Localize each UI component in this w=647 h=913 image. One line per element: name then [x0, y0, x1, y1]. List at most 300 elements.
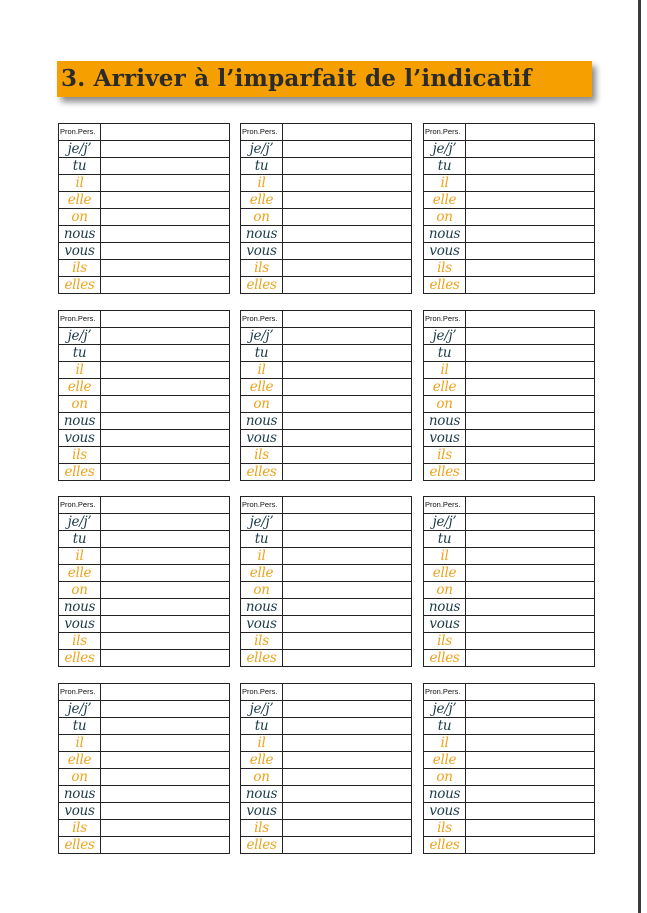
table-header-row [424, 497, 595, 514]
pronoun-label: tu [254, 345, 269, 361]
pronoun-cell [241, 718, 283, 735]
table-row [59, 158, 230, 175]
answer-cell[interactable] [283, 633, 412, 650]
answer-cell[interactable] [283, 769, 412, 786]
answer-cell[interactable] [283, 226, 412, 243]
pronoun-label: nous [245, 226, 278, 242]
answer-cell[interactable] [101, 396, 230, 413]
table-row [241, 277, 412, 294]
answer-cell[interactable] [466, 599, 595, 616]
header-cell [59, 684, 101, 701]
answer-cell[interactable] [101, 464, 230, 481]
header-blank-cell[interactable] [466, 124, 595, 141]
table-row [59, 345, 230, 362]
table-row [241, 413, 412, 430]
answer-cell[interactable] [283, 616, 412, 633]
answer-cell[interactable] [283, 837, 412, 854]
header-blank-cell[interactable] [101, 497, 230, 514]
pronoun-cell [59, 769, 101, 786]
pronoun-cell [424, 430, 466, 447]
answer-cell[interactable] [101, 752, 230, 769]
header-blank-cell[interactable] [101, 684, 230, 701]
pronoun-cell [241, 616, 283, 633]
answer-cell[interactable] [466, 345, 595, 362]
answer-cell[interactable] [283, 277, 412, 294]
pronoun-label: on [71, 769, 88, 785]
header-label: Pron.Pers. [60, 687, 96, 696]
pronoun-cell [424, 192, 466, 209]
pronoun-cell [424, 175, 466, 192]
answer-cell[interactable] [466, 531, 595, 548]
answer-cell[interactable] [101, 362, 230, 379]
pronoun-cell [241, 599, 283, 616]
pronoun-cell [59, 345, 101, 362]
table-header-row [241, 124, 412, 141]
answer-cell[interactable] [466, 565, 595, 582]
pronoun-cell [59, 175, 101, 192]
table-row [424, 345, 595, 362]
table-row [424, 430, 595, 447]
answer-cell[interactable] [101, 447, 230, 464]
answer-cell[interactable] [101, 260, 230, 277]
answer-cell[interactable] [101, 531, 230, 548]
answer-cell[interactable] [283, 362, 412, 379]
answer-cell[interactable] [101, 243, 230, 260]
answer-cell[interactable] [283, 599, 412, 616]
pronoun-label: je/j’ [432, 514, 457, 530]
answer-cell[interactable] [466, 277, 595, 294]
answer-cell[interactable] [101, 599, 230, 616]
answer-cell[interactable] [466, 735, 595, 752]
conjugation-table [58, 496, 230, 667]
pronoun-cell [424, 752, 466, 769]
title-banner [57, 61, 592, 97]
pronoun-label: je/j’ [432, 328, 457, 344]
answer-cell[interactable] [466, 413, 595, 430]
table-row [241, 531, 412, 548]
pronoun-label: vous [64, 803, 95, 819]
answer-cell[interactable] [101, 175, 230, 192]
table-row [241, 209, 412, 226]
table-row [59, 260, 230, 277]
pronoun-cell [59, 514, 101, 531]
answer-cell[interactable] [466, 192, 595, 209]
answer-cell[interactable] [466, 243, 595, 260]
answer-cell[interactable] [466, 379, 595, 396]
header-label: Pron.Pers. [242, 314, 278, 323]
table-row [424, 158, 595, 175]
pronoun-label: il [75, 175, 84, 191]
pronoun-cell [241, 786, 283, 803]
table-row [59, 565, 230, 582]
pronoun-cell [241, 565, 283, 582]
pronoun-label: ils [254, 260, 269, 276]
table-header-row [59, 124, 230, 141]
pronoun-label: nous [63, 786, 96, 802]
table-row [424, 396, 595, 413]
table-row [241, 362, 412, 379]
answer-cell[interactable] [283, 413, 412, 430]
answer-cell[interactable] [101, 514, 230, 531]
table-row [241, 565, 412, 582]
pronoun-label: tu [254, 158, 269, 174]
pronoun-label: ils [437, 633, 452, 649]
answer-cell[interactable] [101, 803, 230, 820]
header-blank-cell[interactable] [101, 311, 230, 328]
answer-cell[interactable] [283, 531, 412, 548]
answer-cell[interactable] [466, 582, 595, 599]
pronoun-label: il [75, 362, 84, 378]
table-row [424, 192, 595, 209]
conjugation-table [240, 496, 412, 667]
answer-cell[interactable] [101, 565, 230, 582]
answer-cell[interactable] [101, 192, 230, 209]
header-cell [241, 497, 283, 514]
pronoun-label: je/j’ [249, 141, 274, 157]
answer-cell[interactable] [466, 514, 595, 531]
pronoun-label: elle [432, 192, 457, 208]
table-row [241, 328, 412, 345]
answer-cell[interactable] [101, 345, 230, 362]
pronoun-label: je/j’ [432, 141, 457, 157]
answer-cell[interactable] [466, 650, 595, 667]
pronoun-label: je/j’ [432, 701, 457, 717]
table-row [424, 413, 595, 430]
table-row [241, 514, 412, 531]
pronoun-cell [424, 362, 466, 379]
pronoun-cell [424, 464, 466, 481]
answer-cell[interactable] [283, 582, 412, 599]
table-row [241, 735, 412, 752]
pronoun-cell [424, 514, 466, 531]
pronoun-cell [59, 582, 101, 599]
pronoun-label: il [440, 175, 449, 191]
table-row [241, 650, 412, 667]
table-row [59, 328, 230, 345]
table-row [424, 260, 595, 277]
table-row [59, 514, 230, 531]
header-blank-cell[interactable] [466, 497, 595, 514]
answer-cell[interactable] [101, 158, 230, 175]
pronoun-label: nous [428, 226, 461, 242]
answer-cell[interactable] [101, 413, 230, 430]
table-header-row [59, 684, 230, 701]
header-cell [241, 124, 283, 141]
table-row [424, 701, 595, 718]
pronoun-cell [241, 413, 283, 430]
header-label: Pron.Pers. [60, 127, 96, 136]
answer-cell[interactable] [466, 209, 595, 226]
table-header-row [59, 497, 230, 514]
answer-cell[interactable] [466, 769, 595, 786]
answer-cell[interactable] [101, 141, 230, 158]
pronoun-label: je/j’ [67, 514, 92, 530]
pronoun-label: on [436, 582, 453, 598]
answer-cell[interactable] [283, 175, 412, 192]
pronoun-label: elles [429, 650, 460, 666]
answer-cell[interactable] [283, 260, 412, 277]
header-cell [241, 311, 283, 328]
pronoun-cell [424, 345, 466, 362]
pronoun-label: on [436, 209, 453, 225]
pronoun-cell [59, 260, 101, 277]
table-row [59, 582, 230, 599]
answer-cell[interactable] [283, 430, 412, 447]
answer-cell[interactable] [466, 158, 595, 175]
answer-cell[interactable] [101, 633, 230, 650]
answer-cell[interactable] [101, 209, 230, 226]
answer-cell[interactable] [101, 786, 230, 803]
pronoun-cell [59, 413, 101, 430]
table-row [59, 277, 230, 294]
answer-cell[interactable] [466, 752, 595, 769]
table-header-row [59, 311, 230, 328]
header-label: Pron.Pers. [425, 500, 461, 509]
table-row [59, 209, 230, 226]
pronoun-cell [241, 735, 283, 752]
header-label: Pron.Pers. [425, 314, 461, 323]
answer-cell[interactable] [283, 243, 412, 260]
pronoun-label: on [253, 209, 270, 225]
answer-cell[interactable] [101, 616, 230, 633]
table-row [241, 175, 412, 192]
answer-cell[interactable] [283, 209, 412, 226]
table-row [59, 226, 230, 243]
pronoun-label: vous [246, 616, 277, 632]
pronoun-label: elles [429, 277, 460, 293]
answer-cell[interactable] [101, 650, 230, 667]
answer-cell[interactable] [466, 803, 595, 820]
answer-cell[interactable] [101, 430, 230, 447]
answer-cell[interactable] [466, 362, 595, 379]
answer-cell[interactable] [466, 141, 595, 158]
answer-cell[interactable] [466, 548, 595, 565]
table-row [424, 718, 595, 735]
answer-cell[interactable] [283, 718, 412, 735]
pronoun-label: elles [246, 464, 277, 480]
pronoun-cell [59, 379, 101, 396]
answer-cell[interactable] [283, 752, 412, 769]
header-cell [241, 684, 283, 701]
answer-cell[interactable] [283, 514, 412, 531]
table-row [59, 243, 230, 260]
answer-cell[interactable] [101, 328, 230, 345]
answer-cell[interactable] [283, 158, 412, 175]
table-row [424, 616, 595, 633]
answer-cell[interactable] [101, 718, 230, 735]
pronoun-label: ils [437, 447, 452, 463]
pronoun-label: vous [64, 430, 95, 446]
pronoun-cell [424, 548, 466, 565]
answer-cell[interactable] [466, 464, 595, 481]
answer-cell[interactable] [466, 328, 595, 345]
table-row [59, 633, 230, 650]
pronoun-cell [241, 396, 283, 413]
pronoun-label: je/j’ [249, 514, 274, 530]
pronoun-label: elle [67, 192, 92, 208]
pronoun-label: on [436, 769, 453, 785]
answer-cell[interactable] [283, 820, 412, 837]
header-blank-cell[interactable] [283, 684, 412, 701]
pronoun-cell [424, 633, 466, 650]
answer-cell[interactable] [466, 430, 595, 447]
answer-cell[interactable] [283, 345, 412, 362]
table-row [59, 192, 230, 209]
table-row [424, 531, 595, 548]
pronoun-label: tu [72, 718, 87, 734]
answer-cell[interactable] [101, 277, 230, 294]
pronoun-label: il [257, 735, 266, 751]
pronoun-cell [241, 531, 283, 548]
answer-cell[interactable] [101, 701, 230, 718]
header-label: Pron.Pers. [242, 500, 278, 509]
answer-cell[interactable] [101, 735, 230, 752]
table-row [59, 141, 230, 158]
pronoun-cell [59, 701, 101, 718]
table-row [241, 599, 412, 616]
pronoun-label: ils [437, 820, 452, 836]
answer-cell[interactable] [283, 192, 412, 209]
answer-cell[interactable] [101, 769, 230, 786]
header-label: Pron.Pers. [425, 687, 461, 696]
table-row [241, 464, 412, 481]
table-header-row [424, 124, 595, 141]
header-blank-cell[interactable] [283, 311, 412, 328]
table-row [424, 803, 595, 820]
table-row [241, 786, 412, 803]
pronoun-label: elle [432, 565, 457, 581]
answer-cell[interactable] [101, 837, 230, 854]
answer-cell[interactable] [466, 820, 595, 837]
answer-cell[interactable] [101, 226, 230, 243]
table-row [59, 447, 230, 464]
answer-cell[interactable] [101, 820, 230, 837]
pronoun-label: on [253, 769, 270, 785]
answer-cell[interactable] [283, 464, 412, 481]
table-header-row [241, 497, 412, 514]
table-row [241, 718, 412, 735]
answer-cell[interactable] [466, 837, 595, 854]
pronoun-label: vous [429, 243, 460, 259]
pronoun-cell [241, 277, 283, 294]
pronoun-cell [241, 447, 283, 464]
table-row [59, 701, 230, 718]
table-row [241, 582, 412, 599]
answer-cell[interactable] [283, 328, 412, 345]
table-header-row [241, 684, 412, 701]
table-row [424, 379, 595, 396]
pronoun-cell [59, 718, 101, 735]
pronoun-label: nous [428, 413, 461, 429]
header-cell [59, 497, 101, 514]
table-row [424, 837, 595, 854]
answer-cell[interactable] [101, 582, 230, 599]
answer-cell[interactable] [283, 701, 412, 718]
answer-cell[interactable] [466, 175, 595, 192]
table-row [59, 548, 230, 565]
answer-cell[interactable] [466, 786, 595, 803]
pronoun-cell [424, 260, 466, 277]
pronoun-label: elles [429, 464, 460, 480]
answer-cell[interactable] [283, 396, 412, 413]
pronoun-label: vous [429, 430, 460, 446]
answer-cell[interactable] [466, 718, 595, 735]
table-row [424, 820, 595, 837]
pronoun-cell [424, 243, 466, 260]
page-edge [638, 0, 641, 913]
pronoun-label: tu [254, 531, 269, 547]
answer-cell[interactable] [466, 226, 595, 243]
table-row [424, 277, 595, 294]
pronoun-cell [241, 820, 283, 837]
pronoun-cell [59, 633, 101, 650]
header-cell [424, 311, 466, 328]
pronoun-cell [424, 565, 466, 582]
table-row [241, 769, 412, 786]
table-row [241, 616, 412, 633]
header-blank-cell[interactable] [466, 684, 595, 701]
table-row [59, 379, 230, 396]
answer-cell[interactable] [283, 786, 412, 803]
answer-cell[interactable] [283, 447, 412, 464]
header-blank-cell[interactable] [283, 124, 412, 141]
answer-cell[interactable] [466, 396, 595, 413]
header-blank-cell[interactable] [466, 311, 595, 328]
pronoun-cell [59, 565, 101, 582]
table-row [59, 837, 230, 854]
pronoun-label: ils [254, 447, 269, 463]
pronoun-label: elle [249, 752, 274, 768]
pronoun-cell [241, 514, 283, 531]
answer-cell[interactable] [283, 548, 412, 565]
header-blank-cell[interactable] [283, 497, 412, 514]
answer-cell[interactable] [466, 616, 595, 633]
table-row [424, 447, 595, 464]
pronoun-cell [424, 599, 466, 616]
answer-cell[interactable] [283, 803, 412, 820]
answer-cell[interactable] [466, 260, 595, 277]
answer-cell[interactable] [466, 701, 595, 718]
header-cell [424, 497, 466, 514]
pronoun-cell [241, 226, 283, 243]
answer-cell[interactable] [283, 650, 412, 667]
answer-cell[interactable] [466, 447, 595, 464]
pronoun-cell [424, 209, 466, 226]
answer-cell[interactable] [466, 633, 595, 650]
conjugation-table [423, 683, 595, 854]
header-blank-cell[interactable] [101, 124, 230, 141]
answer-cell[interactable] [283, 565, 412, 582]
answer-cell[interactable] [283, 735, 412, 752]
table-row [59, 769, 230, 786]
pronoun-label: on [253, 396, 270, 412]
answer-cell[interactable] [283, 379, 412, 396]
pronoun-cell [241, 633, 283, 650]
pronoun-cell [241, 582, 283, 599]
answer-cell[interactable] [283, 141, 412, 158]
pronoun-cell [59, 396, 101, 413]
table-row [424, 633, 595, 650]
answer-cell[interactable] [101, 548, 230, 565]
table-row [424, 226, 595, 243]
conjugation-table [423, 123, 595, 294]
table-row [241, 820, 412, 837]
table-row [424, 328, 595, 345]
answer-cell[interactable] [101, 379, 230, 396]
table-row [241, 158, 412, 175]
pronoun-cell [424, 379, 466, 396]
pronoun-cell [59, 752, 101, 769]
